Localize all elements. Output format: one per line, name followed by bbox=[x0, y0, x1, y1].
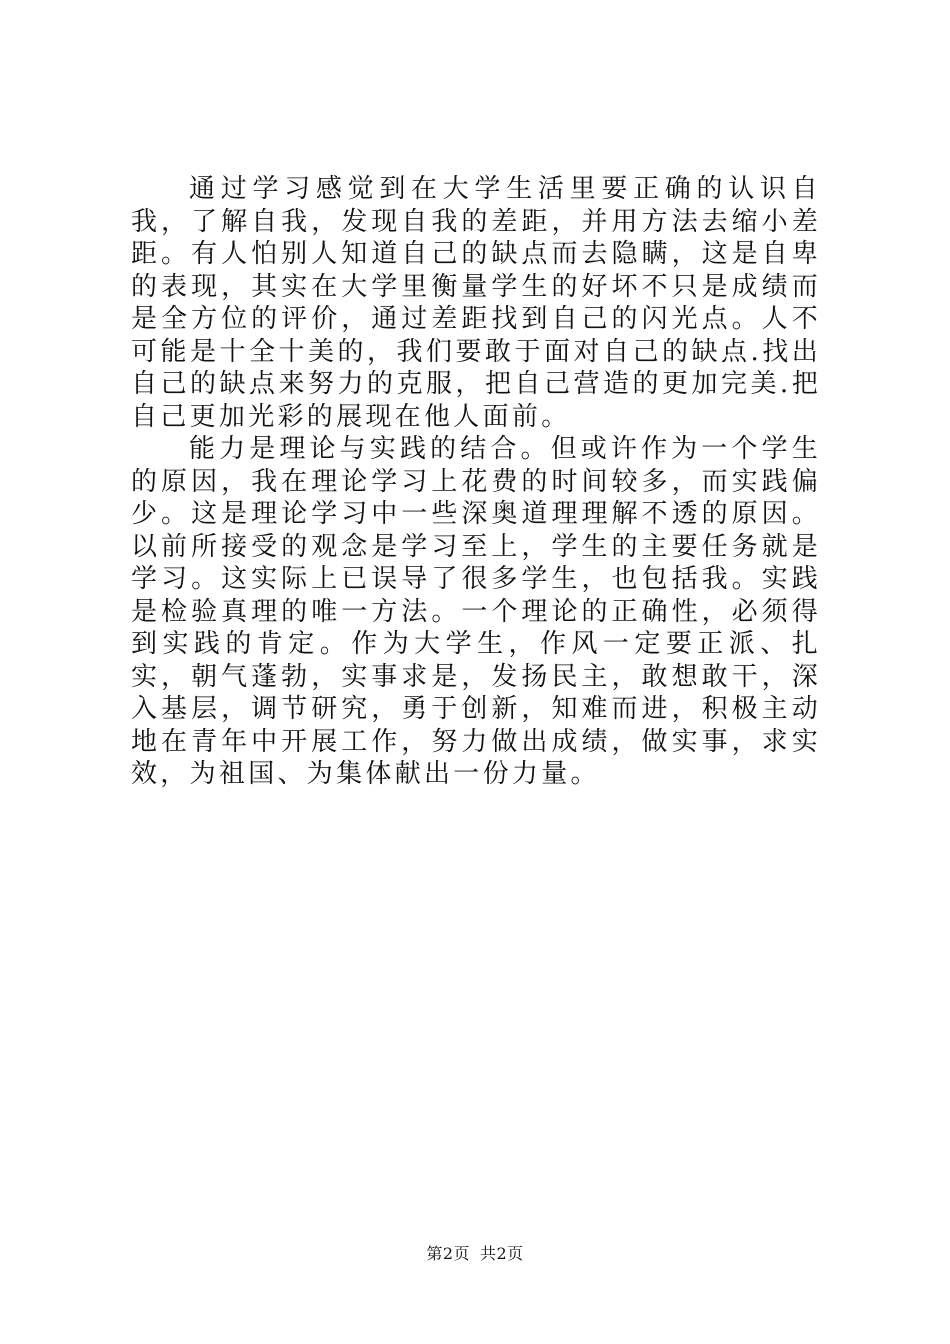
page-total: 共2页 bbox=[480, 1244, 524, 1263]
document-body bbox=[131, 173, 821, 791]
page-footer bbox=[0, 1244, 950, 1264]
page-number: 第2页 bbox=[426, 1244, 470, 1263]
paragraph-1: 通过学习感觉到在大学生活里要正确的认识自我，了解自我，发现自我的差距，并用方法去缩小差距。有人怕别人知道自己的缺点而去隐瞒，这是自卑的表现，其实在大学里衡量学生的好坏不只是成绩而是全方位的评价，通过差距找到自己的闪光点。人不可能是十全十美的，我们要敢于面对自己的缺点.找出自己的缺点来努力的克服，把自己营造的更加完美.把自己更加光彩的展现在他人面前。 bbox=[131, 174, 821, 432]
paragraph-2: 能力是理论与实践的结合。但或许作为一个学生的原因，我在理论学习上花费的时间较多，而实践偏少。这是理论学习中一些深奥道理理解不透的原因。以前所接受的观念是学习至上，学生的主要任务就是学习。这实际上已误导了很多学生，也包括我。实践是检验真理的唯一方法。一个理论的正确性，必须得到实践的肯定。作为大学生，作风一定要正派、扎实，朝气蓬勃，实事求是，发扬民主，敢想敢干，深入基层，调节研究，勇于创新，知难而进，积极主动地在青年中开展工作，努力做出成绩，做实事，求实效，为祖国、为集体献出一份力量。 bbox=[131, 434, 821, 789]
